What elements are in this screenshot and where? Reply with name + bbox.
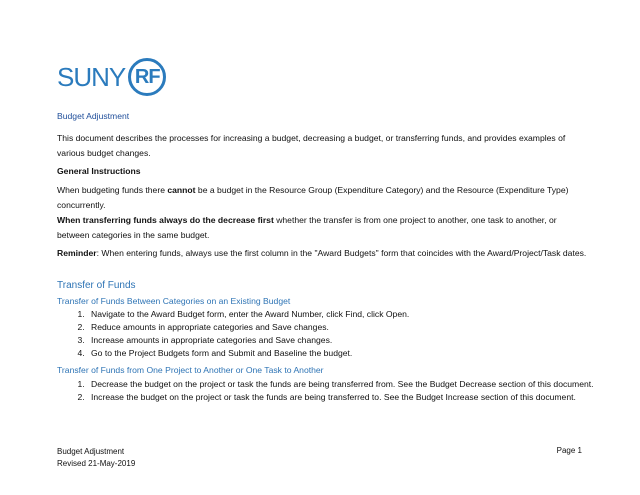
p1-text-end: be a budget in the Resource Group (Expenditure Category) and the Resource (Expenditure Type) concurrently.: [57, 185, 569, 210]
general-instructions-heading: General Instructions: [57, 166, 141, 176]
sub1-steps-list: [57, 308, 617, 360]
p1-bold: cannot: [167, 185, 196, 195]
document-title: Budget Adjustment: [57, 111, 130, 121]
logo-rf-circle: RF: [128, 58, 166, 96]
list-item: 2. Increase the budget on the project or task the funds are being transferred to. See the Budget Increase section of this document.: [87, 391, 617, 404]
general-paragraph-2: [57, 213, 587, 243]
sub1-heading: Transfer of Funds Between Categories on an Existing Budget: [57, 296, 291, 306]
sub2-heading: Transfer of Funds from One Project to Another or One Task to Another: [57, 365, 324, 375]
p2-bold: When transferring funds always do the decrease first: [57, 215, 274, 225]
sub2-steps-list: [57, 378, 617, 404]
p1-text-start: When budgeting funds there: [57, 185, 168, 195]
list-item: 1. Navigate to the Award Budget form, enter the Award Number, click Find, click Open.: [87, 308, 617, 321]
list-item: 2. Reduce amounts in appropriate categories and Save changes.: [87, 321, 617, 334]
intro-paragraph: This document describes the processes for increasing a budget, decreasing a budget, or transferring funds, and provides examples of various budget changes.: [57, 133, 566, 158]
footer: [57, 446, 135, 470]
reminder-paragraph: [57, 246, 587, 261]
suny-rf-logo: [57, 57, 166, 97]
transfer-of-funds-heading: Transfer of Funds: [57, 280, 136, 291]
list-item: 3. Increase amounts in appropriate categories and Save changes.: [87, 334, 617, 347]
reminder-bold: Reminder: [57, 248, 97, 258]
list-item: 4. Go to the Project Budgets form and Submit and Baseline the budget.: [87, 347, 617, 360]
footer-doc-name: Budget Adjustment: [57, 447, 125, 456]
reminder-text: : When entering funds, always use the first column in the "Award Budgets" form that coincides with the Award/Project/Task dates.: [96, 248, 587, 258]
list-item: 1. Decrease the budget on the project or task the funds are being transferred from. See the Budget Decrease section of this document.: [87, 378, 617, 391]
p2-text-end: whether the transfer is from one project to another, one task to another, or between categories in the same budget.: [57, 215, 557, 240]
page-number: Page 1: [556, 446, 582, 455]
footer-revised-date: Revised 21-May-2019: [57, 459, 136, 468]
general-paragraph-1: [57, 183, 587, 213]
logo-suny-text: SUNY: [57, 62, 126, 92]
